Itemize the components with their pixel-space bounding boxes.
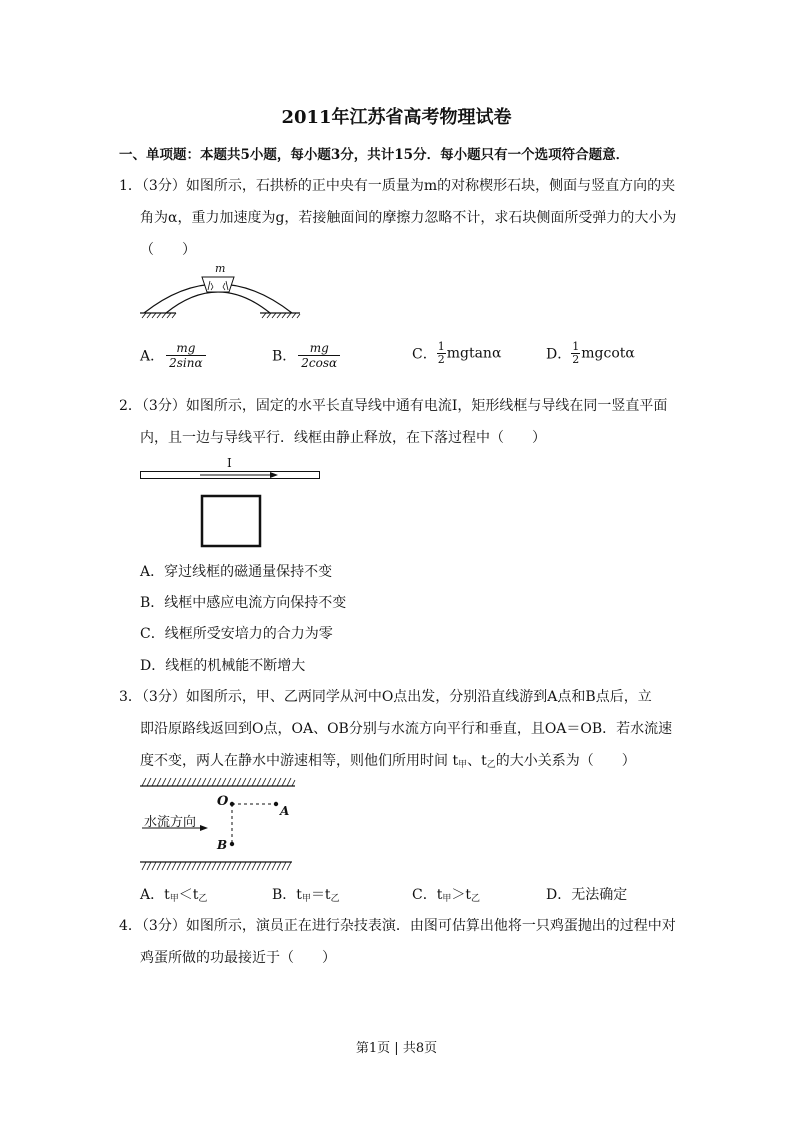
q3-option-a: [140, 884, 207, 904]
q1-line3: （ ）: [140, 242, 196, 258]
q3-label-b: B: [217, 838, 228, 852]
q3-option-c-sub-jia: 甲: [442, 894, 452, 904]
q3-label-o: O: [217, 794, 229, 809]
q3-line1: 3．（3分）如图所示，甲、乙两同学从河中O点出发，分别沿直线游到A点和B点后，立: [119, 689, 652, 705]
q1-option-b: [272, 341, 342, 370]
q1-option-a-numerator: mg: [166, 341, 205, 356]
q1-option-b-fraction: [298, 341, 340, 370]
q1-option-c-fraction: [437, 341, 446, 366]
q3-option-b-sub-yi: 乙: [330, 894, 340, 904]
q3-line3-sub-yi: 乙: [486, 760, 496, 770]
q2-line1: 2．（3分）如图所示，固定的水平长直导线中通有电流I，矩形线框与导线在同一竖直平面: [119, 398, 668, 414]
q3-option-c: [412, 884, 480, 904]
q1-option-d-numerator: 1: [572, 340, 580, 353]
page-title: 2011年江苏省高考物理试卷: [281, 107, 512, 128]
q1-line2: 角为α，重力加速度为g，若接触面间的摩擦力忽略不计，求石块侧面所受弹力的大小为: [140, 210, 677, 226]
q2-option-a: A．穿过线框的磁通量保持不变: [140, 564, 333, 580]
q3-option-a-pre: A．t: [140, 887, 170, 903]
q3-option-a-op: ＜t: [178, 887, 199, 903]
q1-option-c-denominator: 2: [437, 353, 445, 366]
q3-line3-sub-jia: 甲: [458, 760, 468, 770]
q3-line3-post: 的大小关系为（ ）: [495, 753, 636, 769]
q3-option-c-op: ＞t: [451, 887, 471, 903]
q3-option-a-sub-jia: 甲: [169, 894, 179, 904]
q3-option-a-sub-yi: 乙: [198, 894, 208, 904]
q1-option-b-letter: B．: [272, 348, 297, 365]
q1-option-a: [140, 341, 208, 370]
q1-option-d-letter: D．: [546, 346, 572, 363]
q1-option-d: [546, 341, 635, 366]
q3-option-b-sub-jia: 甲: [301, 894, 311, 904]
q2-option-d: D．线框的机械能不断增大: [140, 658, 306, 674]
q1-option-d-text: mgcotα: [581, 345, 635, 362]
q4-line1: 4．（3分）如图所示，演员正在进行杂技表演．由图可估算出他将一只鸡蛋抛出的过程中对: [119, 918, 676, 934]
q3-line2: 即沿原路线返回到O点，OA、OB分别与水流方向平行和垂直，且OA＝OB．若水流速: [140, 721, 673, 737]
section-heading: 一、单项题：本题共5小题，每小题3分，共计15分．每小题只有一个选项符合题意．: [119, 147, 630, 163]
q1-option-b-numerator: mg: [298, 341, 340, 356]
q1-option-a-denominator: 2sinα: [169, 356, 203, 370]
q3-label-flow-direction: 水流方向: [144, 815, 197, 830]
q1-option-a-fraction: [166, 341, 205, 370]
q1-label-m: m: [215, 262, 226, 275]
q3-label-a: A: [280, 804, 290, 818]
q3-option-d: D．无法确定: [546, 887, 628, 903]
q1-option-c-numerator: 1: [437, 340, 445, 353]
q1-option-b-denominator: 2cosα: [301, 356, 338, 370]
q2-option-c: C．线框所受安培力的合力为零: [140, 626, 333, 642]
q3-line3: [140, 750, 636, 770]
q3-line3-pre: 度不变，两人在静水中游速相等，则他们所用时间 t: [140, 753, 459, 769]
page-footer: 第1页 | 共8页: [355, 1041, 438, 1056]
q1-option-c-text: mgtanα: [446, 345, 502, 362]
q3-option-b: [272, 884, 340, 904]
q2-option-b: B．线框中感应电流方向保持不变: [140, 595, 347, 611]
q2-line2: 内，且一边与导线平行．线框由静止释放，在下落过程中（ ）: [140, 430, 546, 446]
q3-option-b-pre: B．t: [272, 887, 302, 903]
q2-wire-and-loop-figure: [140, 470, 325, 550]
q2-label-current: I: [227, 456, 232, 470]
q1-option-a-letter: A．: [140, 348, 165, 365]
q3-line3-mid: 、t: [467, 753, 487, 769]
q4-line2: 鸡蛋所做的功最接近于（ ）: [140, 950, 336, 966]
q1-option-c: [412, 341, 501, 366]
q3-option-b-op: ＝t: [310, 887, 331, 903]
q3-option-c-sub-yi: 乙: [471, 894, 481, 904]
q1-option-c-letter: C．: [412, 346, 437, 363]
q3-option-c-pre: C．t: [412, 887, 443, 903]
q1-option-d-fraction: [571, 341, 580, 366]
q1-line1: 1．（3分）如图所示，石拱桥的正中央有一质量为m的对称楔形石块，侧面与竖直方向的夹: [119, 178, 676, 194]
q1-option-d-denominator: 2: [572, 353, 580, 366]
